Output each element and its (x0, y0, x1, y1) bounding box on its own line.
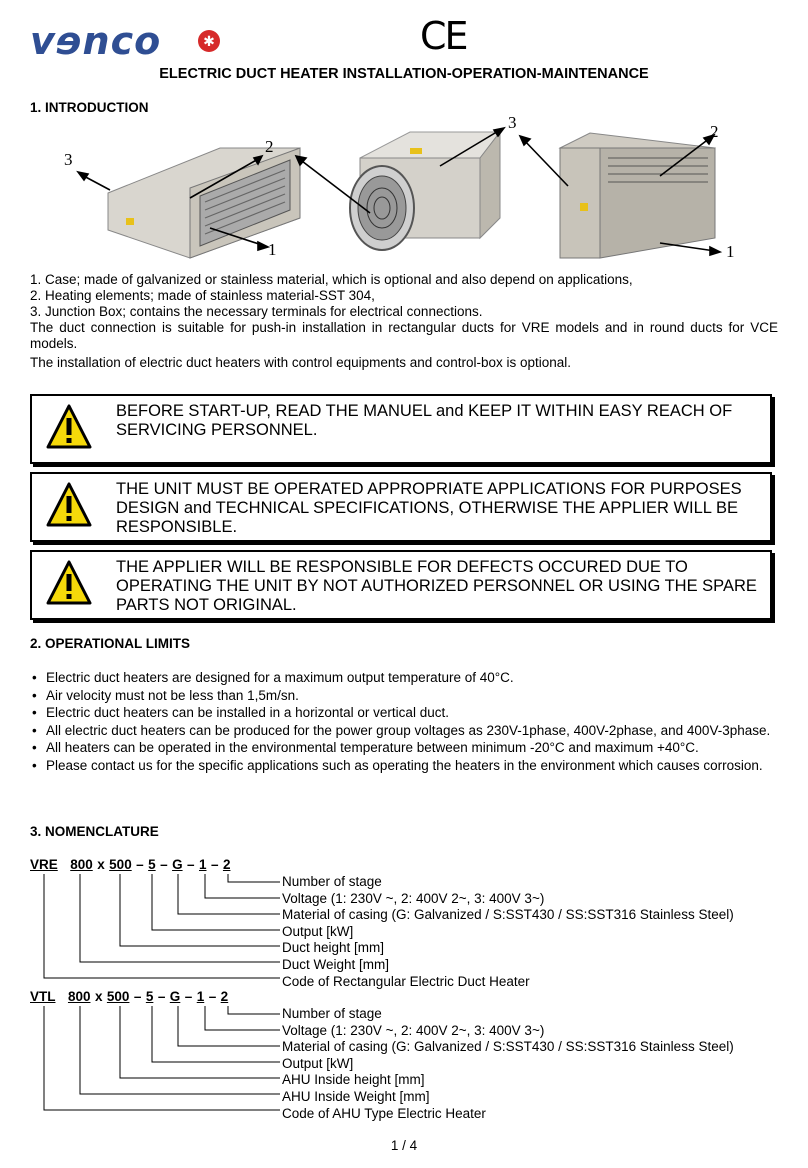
product-photos (60, 118, 780, 268)
vre-legend: Number of stage Voltage (1: 230V ~, 2: 400V 2~, 3: 400V 3~) Material of casing (G: Galvanized / S:SST430 / SS:SST316 Stainless Steel) Output [kW] Duct height [mm] Duct Weight [mm] Code of Rectangular Electric Duct Heater (282, 874, 734, 989)
callout-2-right: 2 (710, 122, 719, 141)
intro-para-1: The duct connection is suitable for push-in installation in rectangular ducts for VRE models and in round ducts for VCE models. (30, 320, 778, 351)
callout-3-left: 3 (64, 150, 73, 169)
vtl-legend: Number of stage Voltage (1: 230V ~, 2: 400V 2~, 3: 400V 3~) Material of casing (G: Galvanized / S:SST430 / SS:SST316 Stainless Steel) Output [kW] AHU Inside height [mm] AHU Inside Weight [mm] Code of AHU Type Electric Heater (282, 1006, 734, 1121)
intro-para-2: The installation of electric duct heaters with control equipments and control-box is optional. (30, 355, 572, 370)
round-heater-photo (350, 132, 500, 250)
list-item: • Electric duct heaters are designed for a maximum output temperature of 40°C. (30, 670, 778, 686)
list-item: • All electric duct heaters can be produced for the power group voltages as 230V-1phase, 400V-2phase, and 400V-3phase. (30, 723, 778, 739)
warning-triangle-icon (46, 482, 92, 528)
callout-1-left: 1 (268, 240, 277, 259)
intro-item-1: 1. Case; made of galvanized or stainless material, which is optional and also depend on applications, (30, 272, 633, 287)
warning-box-1 (30, 394, 772, 464)
list-item: • Please contact us for the specific applications such as operating the heaters in the environment which causes corrosion. (30, 758, 778, 774)
document-title: ELECTRIC DUCT HEATER INSTALLATION-OPERATION-MAINTENANCE (159, 66, 649, 82)
intro-item-3: 3. Junction Box; contains the necessary terminals for electrical connections. (30, 304, 483, 319)
warning-triangle-icon (46, 560, 92, 606)
ce-mark: CE (420, 14, 467, 58)
intro-heading: 1. INTRODUCTION (30, 100, 149, 115)
snowflake-icon: ✱ (198, 30, 220, 52)
warning-text-3: THE APPLIER WILL BE RESPONSIBLE FOR DEFECTS OCCURED DUE TO OPERATING THE UNIT BY NOT AUTHORIZED PERSONNEL OR USING THE SPARE PARTS NOT ORIGINAL. (116, 558, 757, 614)
vtl-code: VTL 800 x 500 – 5 – G – 1 – 2 (30, 989, 229, 1004)
warning-box-3 (30, 550, 772, 620)
nomenclature-heading: 3. NOMENCLATURE (30, 824, 159, 839)
venco-logo (30, 19, 215, 63)
list-item: • Electric duct heaters can be installed in a horizontal or vertical duct. (30, 705, 778, 721)
warning-text-1: BEFORE START-UP, READ THE MANUEL and KEEP IT WITHIN EASY REACH OF SERVICING PERSONNEL. (116, 402, 733, 439)
list-item: • Air velocity must not be less than 1,5m/sn. (30, 688, 778, 704)
vtl-leader-lines (30, 1004, 290, 1122)
callout-2-left: 2 (265, 137, 274, 156)
warning-box-2 (30, 472, 772, 542)
list-item: • All heaters can be operated in the environmental temperature between minimum -20°C and maximum +40°C. (30, 740, 778, 756)
warning-text-2: THE UNIT MUST BE OPERATED APPROPRIATE APPLICATIONS FOR PURPOSES DESIGN and TECHNICAL SPECIFICATIONS, OTHERWISE THE APPLIER WILL BE RESPONSIBLE. (116, 480, 742, 536)
callout-1-right: 1 (726, 242, 735, 261)
page-number: 1 / 4 (390, 1138, 418, 1153)
limits-list (30, 670, 778, 775)
vre-leader-lines (30, 872, 290, 990)
intro-item-2: 2. Heating elements; made of stainless material-SST 304, (30, 288, 375, 303)
callout-3-right: 3 (508, 113, 517, 132)
logo-wordmark: vɘnco (30, 19, 162, 63)
vre-code: VRE 800 x 500 – 5 – G – 1 – 2 (30, 857, 231, 872)
limits-heading: 2. OPERATIONAL LIMITS (30, 636, 191, 651)
warning-triangle-icon (46, 404, 92, 450)
